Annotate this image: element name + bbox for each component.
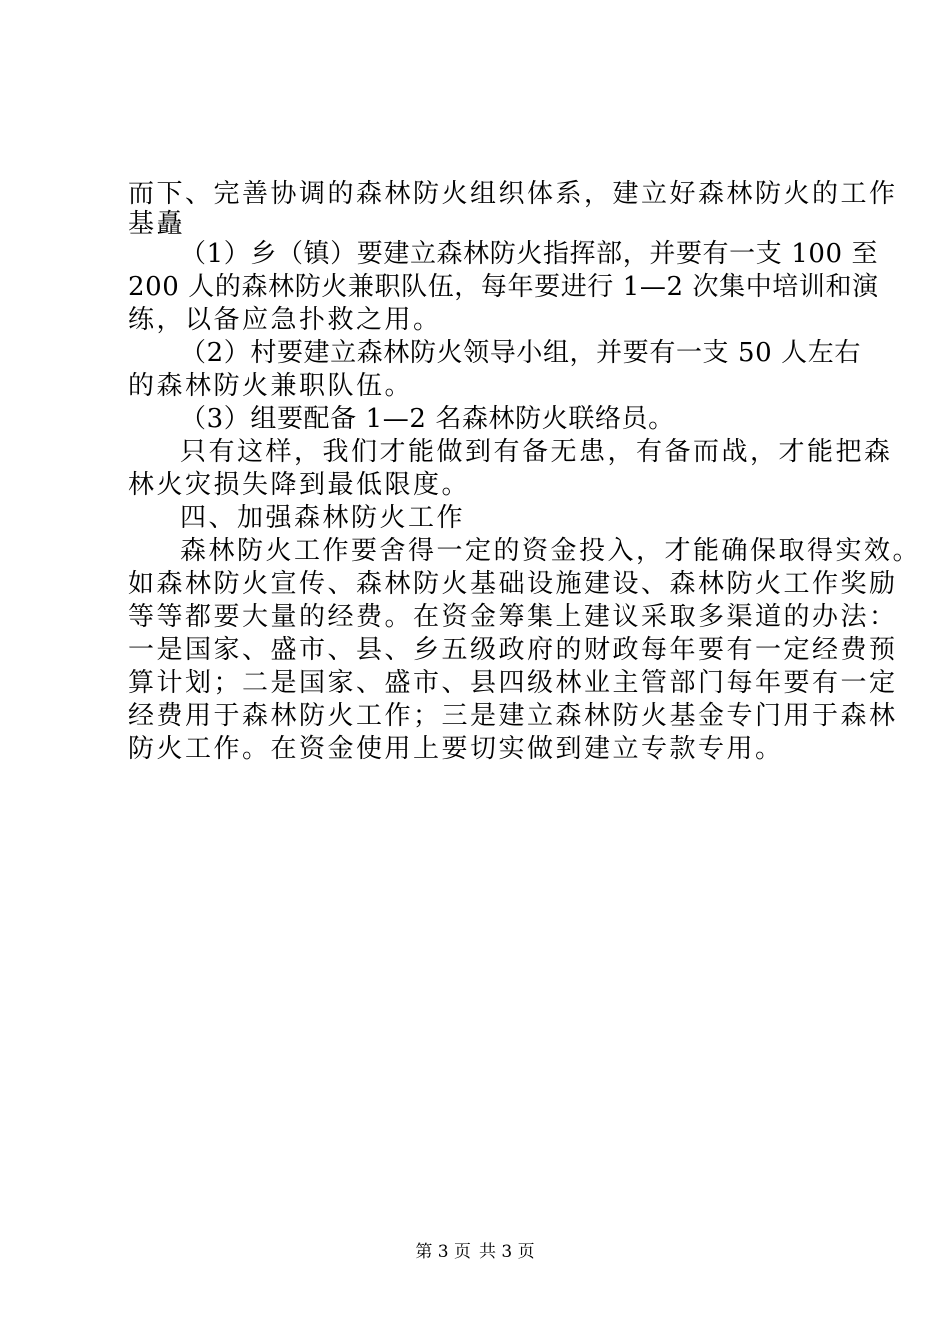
paragraph-line: （3）组要配备 1—2 名森林防火联络员。 [180,404,675,434]
paragraph-line: （1）乡（镇）要建立森林防火指挥部，并要有一支 100 至 [180,239,879,269]
paragraph-line: 算计划；二是国家、盛市、县四级林业主管部门每年要有一定 [128,668,898,698]
paragraph-line: 林火灾损失降到最低限度。 [128,470,471,500]
section-heading: 四、加强森林防火工作 [180,503,466,533]
paragraph-line: 只有这样，我们才能做到有备无患，有备而战，才能把森 [180,437,893,467]
paragraph-line: 练，以备应急扑救之用。 [128,305,442,335]
document-body [128,178,922,766]
paragraph-line: 防火工作。在资金使用上要切实做到建立专款专用。 [128,734,784,764]
paragraph-line: 基矗 [128,209,186,239]
paragraph-line: 经费用于森林防火工作；三是建立森林防火基金专门用于森林 [128,701,898,731]
paragraph-line: 森林防火工作要舍得一定的资金投入，才能确保取得实效。 [180,536,922,566]
paragraph-line: 如森林防火宣传、森林防火基础设施建设、森林防火工作奖励 [128,569,898,599]
paragraph-line: 的森林防火兼职队伍。 [128,371,414,401]
paragraph-line: 而下、完善协调的森林防火组织体系，建立好森林防火的工作 [128,179,898,209]
paragraph-line: （2）村要建立森林防火领导小组，并要有一支 50 人左右 [180,338,861,368]
page-number: 第 3 页 [415,1242,471,1262]
paragraph-line: 等等都要大量的经费。在资金筹集上建议采取多渠道的办法： [128,602,898,632]
paragraph-line: 一是国家、盛市、县、乡五级政府的财政每年要有一定经费预 [128,635,898,665]
page-total: 共 3 页 [479,1242,535,1262]
paragraph-line: 200 人的森林防火兼职队伍，每年要进行 1—2 次集中培训和演 [128,272,879,302]
page-footer [0,1241,950,1263]
